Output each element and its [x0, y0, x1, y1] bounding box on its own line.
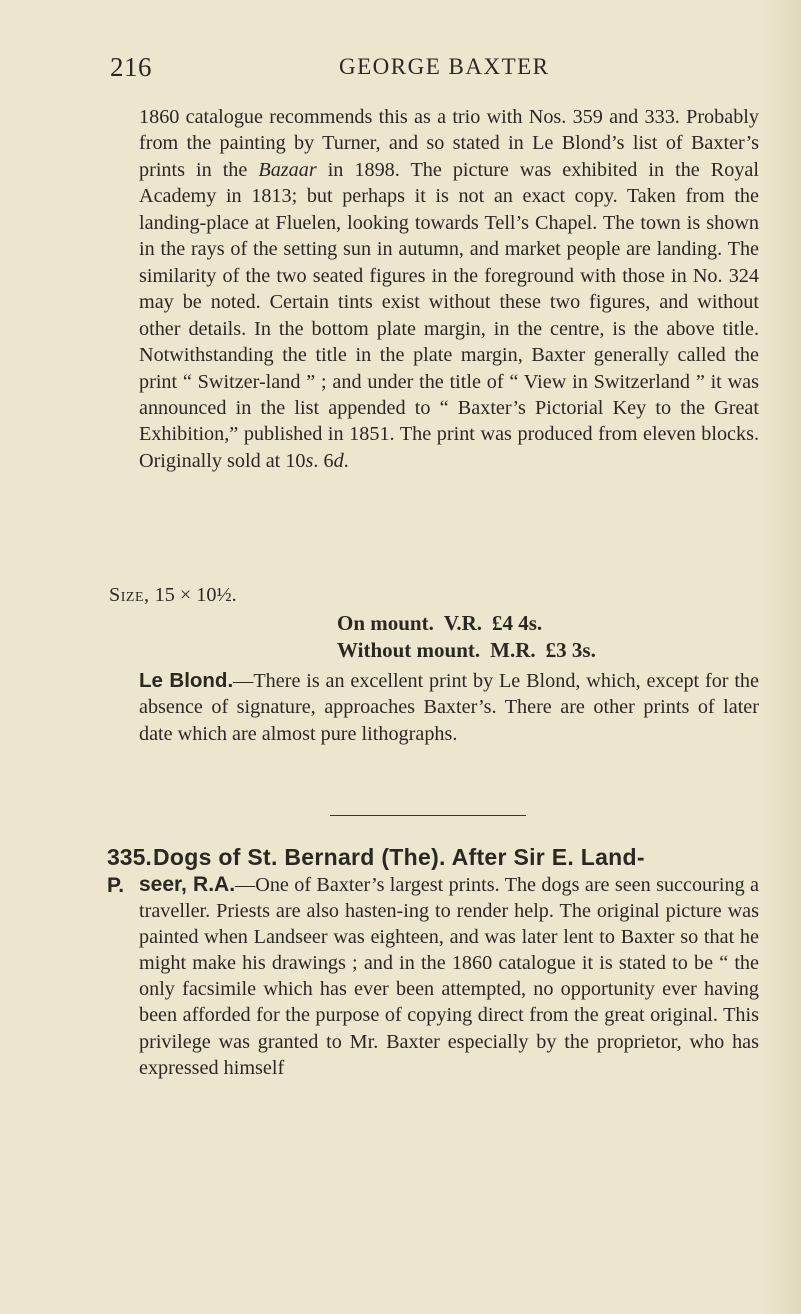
paragraph-le-blond: Le Blond.—There is an excellent print by Le Blond, which, except for the absence of signature, approaches Baxter’s. There are other prints of later date which are almost pure lithographs.: [139, 669, 759, 745]
size-label: Size,: [109, 584, 150, 606]
section-divider: [330, 815, 526, 816]
entry-title-continuation: seer, R.A.: [139, 873, 236, 896]
le-blond-heading: Le Blond.: [139, 669, 234, 692]
size-line: [109, 582, 237, 608]
page-edge-shade: [761, 0, 801, 1314]
running-title: GEORGE BAXTER: [339, 54, 550, 79]
price-row: Without mount. M.R. £3 3s.: [337, 638, 596, 662]
italic-bazaar: Bazaar: [258, 158, 317, 181]
price-block: [337, 610, 757, 664]
entry-title: Dogs of St. Bernard (The). After Sir E. Land-: [153, 844, 645, 870]
paragraph-catalogue-notes: 1860 catalogue recommends this as a trio with Nos. 359 and 333. Probably from the painting by Turner, and so stated in Le Blond’s list of Baxter’s prints in the Bazaar in 1898. The picture was exhibited in the Royal Academy in 1813; but perhaps it is not an exact copy. Taken from the landing-place at Fluelen, looking towards Tell’s Chapel. The town is shown in the rays of the setting sun in autumn, and market people are landing. The similarity of the two seated figures in the foreground with those in No. 324 may be noted. Certain tints exist without these two figures, and without other details. In the bottom plate margin, in the centre, is the above title. Notwithstanding the title in the plate margin, Baxter generally called the print “ Switzer-land ” ; and under the title of “ View in Switzerland ” it was announced in the list appended to “ Baxter’s Pictorial Key to the Great Exhibition,” published in 1851. The print was produced from eleven blocks. Originally sold at 10s. 6d.: [139, 106, 759, 472]
size-value: 15 × 10½.: [154, 584, 237, 606]
page-number: 216: [110, 52, 152, 82]
entry-body: seer, R.A.—One of Baxter’s largest prints. The dogs are seen succouring a traveller. Priests are also hasten-ing to render help. The original picture was painted when Landseer was eighteen, and was later lent to Baxter so that he might make his drawings ; and in the 1860 catalogue it is stated to be “ the only facsimile which has ever been attempted, no opportunity ever having been afforded for the purpose of copying direct from the great original. This privilege was granted to Mr. Baxter especially by the proprietor, who has expressed himself: [139, 873, 759, 1079]
entry-rarity-letter: P.: [107, 874, 125, 897]
price-row: On mount. V.R. £4 4s.: [337, 611, 543, 635]
running-header: [110, 52, 760, 82]
entry-number: 335.: [107, 844, 152, 870]
